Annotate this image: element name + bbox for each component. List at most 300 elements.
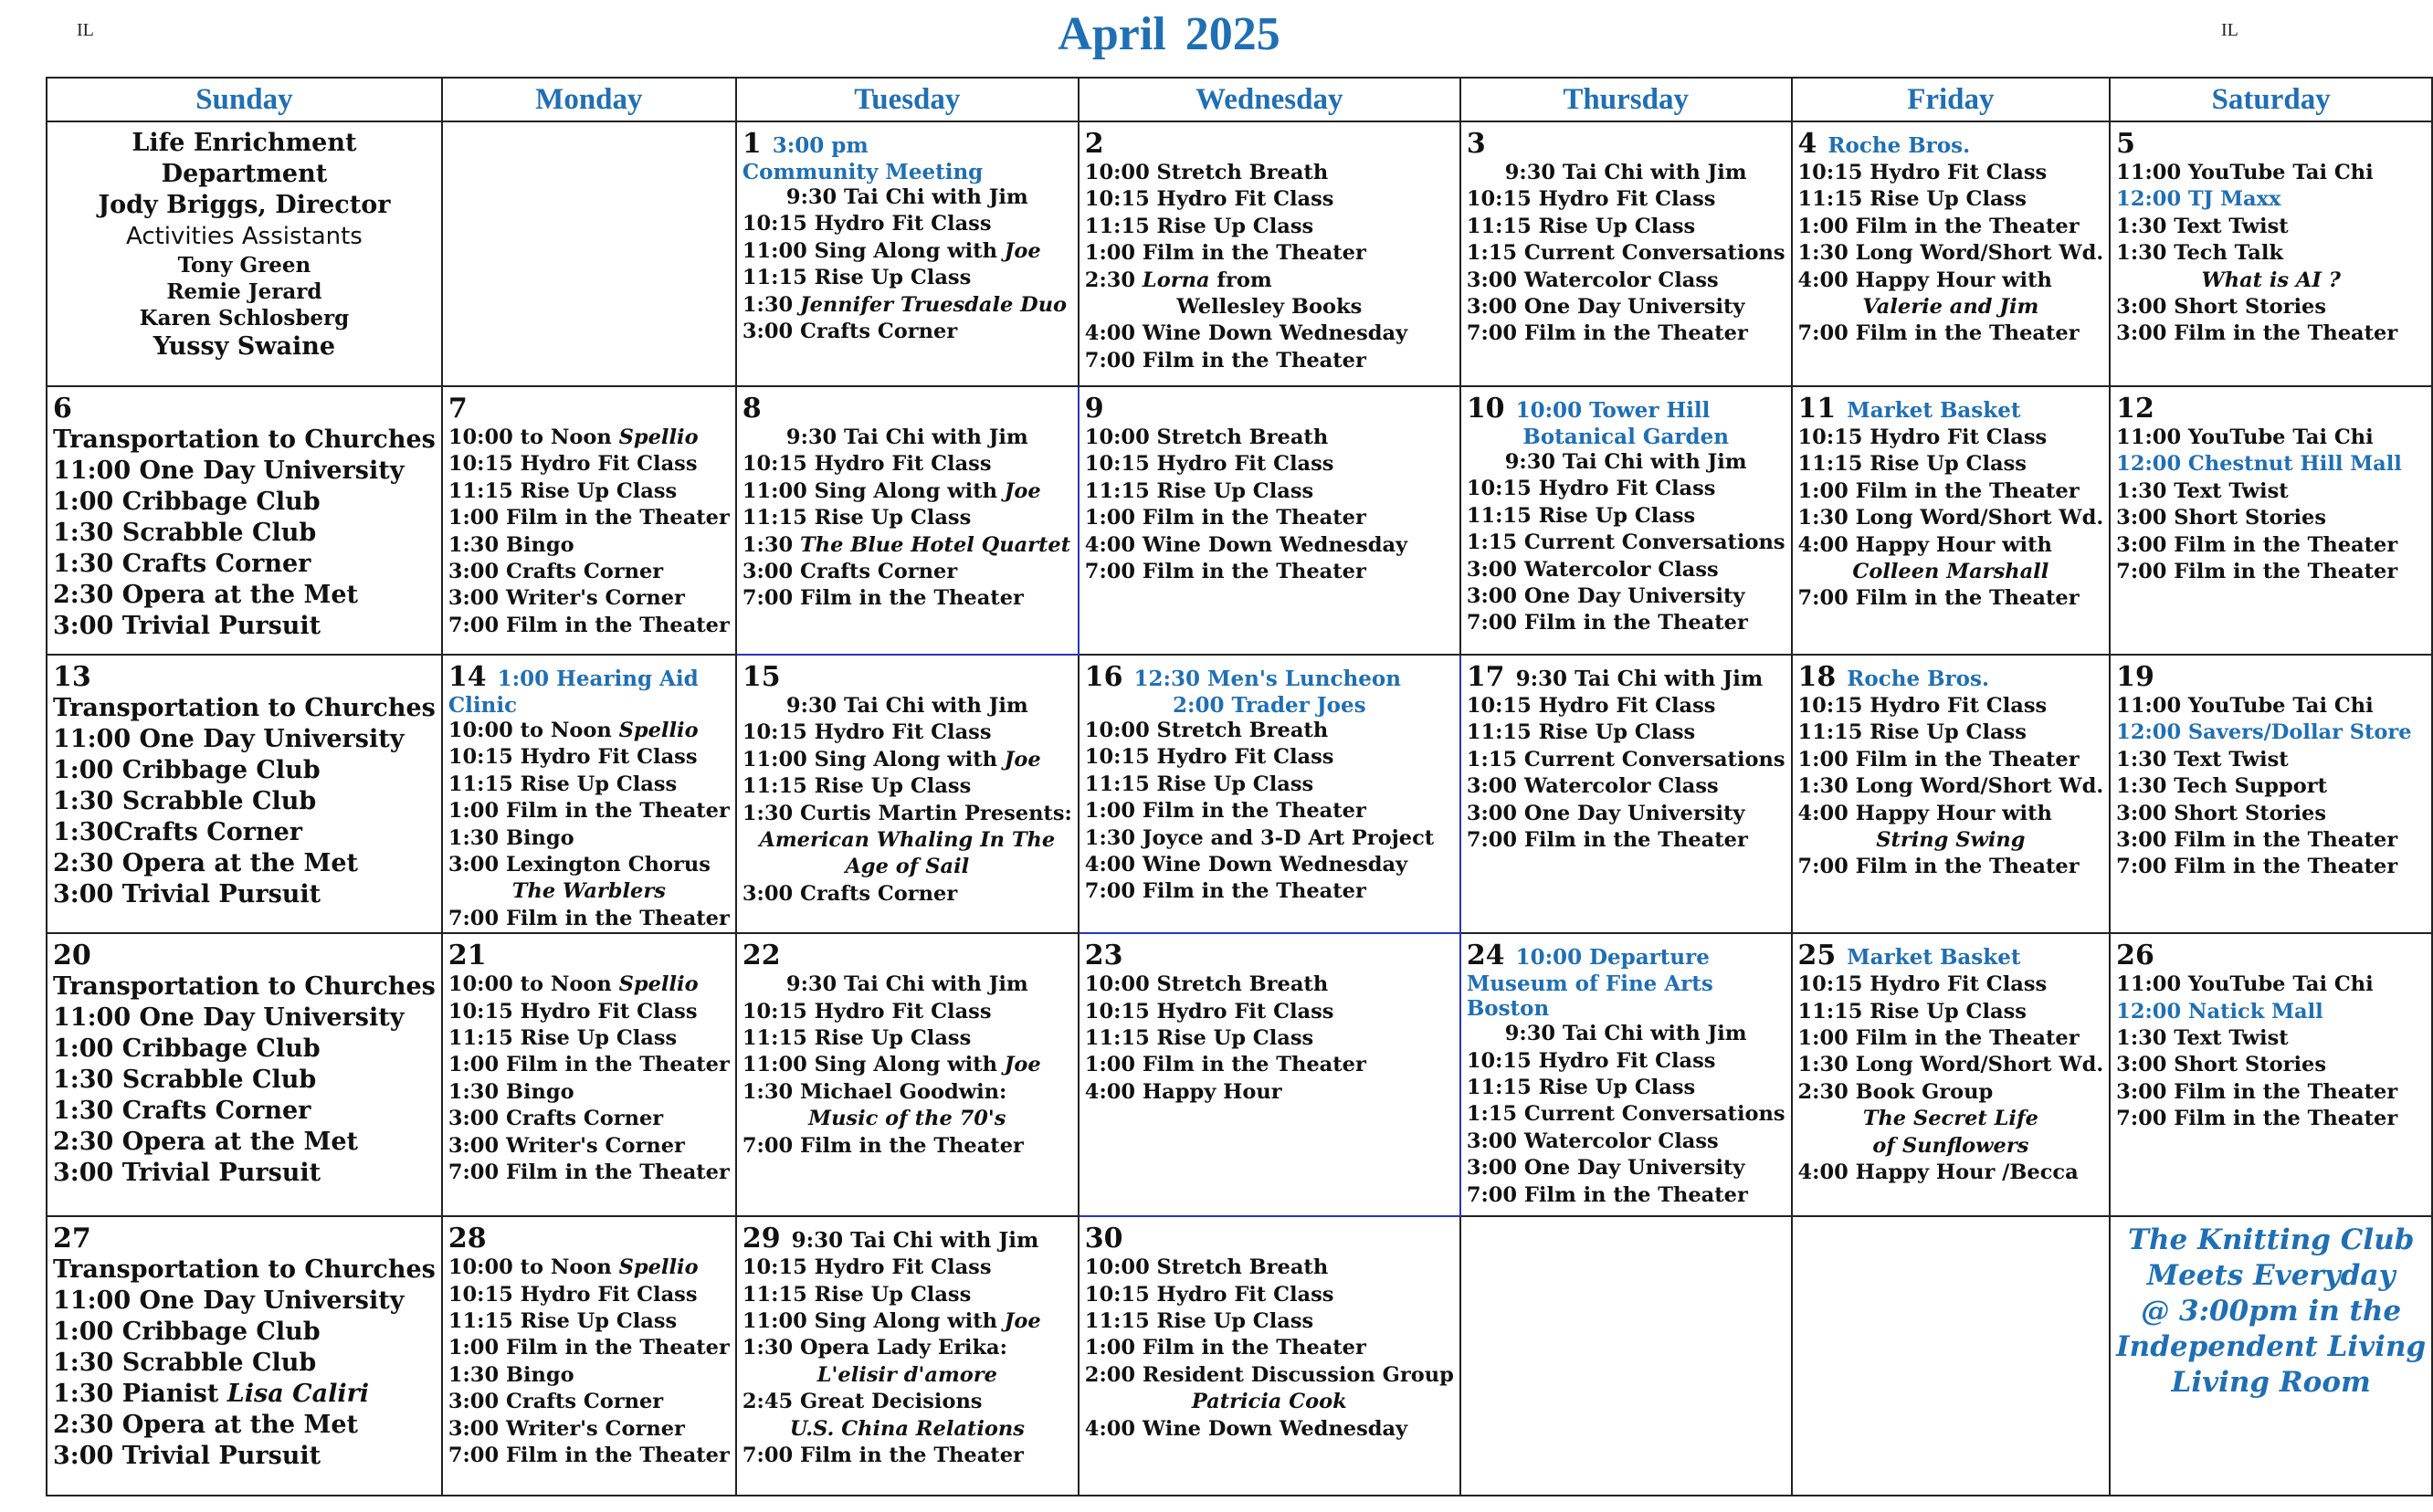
day-cell: [2110, 121, 2432, 386]
corner-label-left: IL: [77, 20, 94, 40]
event-line: 10:00 Stretch Breath: [1084, 972, 1329, 997]
event-line: 12:00 Chestnut Hill Mall: [2116, 452, 2402, 477]
day-event-highlight: Market Basket: [1847, 398, 2021, 423]
event-line: 1:30 Pianist Lisa Caliri: [53, 1380, 370, 1409]
event-line: 10:00 Stretch Breath: [1084, 1255, 1329, 1280]
event-line: 10:00 to Noon Spellio: [448, 719, 699, 742]
day-cell: [1079, 121, 1460, 386]
event-line: 1:15 Current Conversations: [1466, 530, 1785, 555]
day-header: [1085, 128, 1454, 160]
day-cell: [736, 386, 1079, 655]
event-line: 7:00 Film in the Theater: [448, 906, 730, 930]
day-cell: [442, 655, 736, 933]
day-event-highlight: 9:30 Tai Chi with Jim: [791, 1228, 1039, 1254]
day-header: [448, 661, 730, 718]
event-line: 11:15 Rise Up Class: [1797, 720, 2027, 745]
event-line: 3:00 Trivial Pursuit: [53, 1442, 321, 1471]
event-line: 10:15 Hydro Fit Class: [448, 1282, 698, 1307]
event-line: Wellesley Books: [1176, 295, 1363, 320]
day-number: 14: [448, 661, 487, 693]
weekday-header: Tuesday: [736, 78, 1079, 121]
day-cell: [736, 121, 1079, 386]
event-line: 10:15 Hydro Fit Class: [1084, 745, 1334, 770]
event-line: 4:00 Happy Hour with: [1797, 532, 2052, 557]
event-line: 11:15 Rise Up Class: [1084, 1026, 1314, 1051]
event-line: 11:00 YouTube Tai Chi: [2116, 972, 2374, 997]
event-line: 7:00 Film in the Theater: [742, 1444, 1024, 1468]
event-line: 11:15 Rise Up Class: [1084, 772, 1314, 796]
event-line: 10:15 Hydro Fit Class: [742, 452, 992, 477]
week-row: [47, 1216, 2432, 1496]
note-line: @ 3:00pm in the: [2141, 1295, 2402, 1328]
event-line: 3:00 Writer's Corner: [448, 1416, 685, 1441]
calendar-title: April 2025: [1058, 8, 1280, 60]
day-number: 9: [1084, 393, 1104, 425]
event-line: 3:00 One Day University: [1466, 295, 1745, 320]
event-line: 1:30 Michael Goodwin:: [742, 1079, 1007, 1104]
event-line: 1:00 Film in the Theater: [1797, 214, 2080, 238]
event-line: String Swing: [1876, 828, 2026, 853]
empty-day-cell: [1792, 1216, 2111, 1496]
event-line: 11:15 Rise Up Class: [1797, 452, 2027, 477]
day-cell: [47, 1216, 442, 1496]
corner-label-right: IL: [2221, 20, 2238, 40]
day-event-highlight: 9:30 Tai Chi with Jim: [1515, 667, 1764, 691]
event-line: 1:30 Scrabble Club: [53, 519, 317, 547]
note-line: Independent Living: [2116, 1330, 2427, 1364]
event-line: 1:15 Current Conversations: [1466, 1102, 1785, 1127]
event-line: 4:00 Happy Hour with: [1797, 801, 2052, 825]
event-line: 10:15 Hydro Fit Class: [1084, 999, 1334, 1024]
event-line: 2:30 Opera at the Met: [53, 1128, 359, 1157]
day-header: [1085, 661, 1454, 718]
event-line: 11:15 Rise Up Class: [1084, 1309, 1314, 1334]
day-cell: [1792, 933, 2111, 1216]
event-line: 7:00 Film in the Theater: [1466, 611, 1748, 635]
event-line: 3:00 Film in the Theater: [2116, 1079, 2398, 1104]
day-number: 13: [53, 661, 91, 693]
event-line: 11:00 YouTube Tai Chi: [2116, 425, 2374, 449]
day-header: [743, 128, 1072, 184]
day-number: 20: [53, 940, 91, 972]
event-line: 1:30 Jennifer Truesdale Duo: [742, 292, 1068, 317]
event-line: 11:15 Rise Up Class: [1797, 187, 2027, 212]
event-line: 3:00 Watercolor Class: [1466, 774, 1719, 799]
day-cell: [736, 933, 1079, 1216]
event-line: 2:30 Opera at the Met: [53, 581, 359, 609]
day-header: [53, 393, 436, 425]
event-line: 10:00 Stretch Breath: [1084, 425, 1329, 449]
day-number: 23: [1084, 940, 1123, 972]
day-event-highlight: Museum of Fine Arts Boston: [1466, 971, 1713, 1022]
event-line: 1:30 Bingo: [448, 825, 574, 850]
day-number: 27: [53, 1223, 91, 1255]
event-line: 3:00 Short Stories: [2116, 801, 2327, 825]
event-line: 1:00 Film in the Theater: [448, 506, 730, 530]
event-line: 4:00 Wine Down Wednesday: [1084, 1416, 1408, 1441]
event-line: 1:00 Film in the Theater: [448, 1336, 730, 1360]
event-line: 10:15 Hydro Fit Class: [448, 745, 698, 770]
event-line: 1:00 Cribbage Club: [53, 1318, 321, 1347]
event-line: 7:00 Film in the Theater: [1084, 879, 1366, 904]
week-row: [47, 386, 2432, 655]
event-line: 7:00 Film in the Theater: [448, 1444, 730, 1468]
event-line: 1:30 Curtis Martin Presents:: [742, 801, 1072, 825]
day-header: [1085, 393, 1454, 425]
event-line: 10:15 Hydro Fit Class: [1084, 1282, 1334, 1307]
event-line: 1:00 Film in the Theater: [448, 799, 730, 824]
weekday-header-row: [47, 78, 2432, 121]
event-line: 10:00 Stretch Breath: [1084, 161, 1329, 184]
event-line: 1:15 Current Conversations: [1466, 747, 1785, 772]
day-header: [2116, 128, 2426, 160]
day-cell: [442, 386, 736, 655]
event-line: 10:15 Hydro Fit Class: [448, 999, 698, 1024]
day-number: 28: [448, 1223, 487, 1255]
note-line: The Knitting Club: [2127, 1223, 2415, 1257]
day-cell: [1792, 386, 2111, 655]
event-line: 11:15 Rise Up Class: [1797, 999, 2027, 1024]
day-header: [53, 940, 436, 971]
event-line: 3:00 Film in the Theater: [2116, 532, 2398, 557]
event-line: 1:30 Opera Lady Erika:: [742, 1336, 1007, 1360]
day-cell: [2110, 655, 2432, 933]
event-line: 1:00 Film in the Theater: [1084, 506, 1366, 530]
day-cell: [1079, 933, 1460, 1216]
info-line: Yussy Swaine: [153, 332, 336, 361]
day-cell: [442, 1216, 736, 1496]
event-line: 3:00 Lexington Chorus: [448, 853, 711, 877]
day-number: 5: [2116, 128, 2136, 160]
event-line: 9:30 Tai Chi with Jim: [1504, 450, 1747, 474]
day-number: 21: [448, 940, 487, 972]
event-line: 10:15 Hydro Fit Class: [1084, 187, 1334, 212]
event-line: 11:15 Rise Up Class: [742, 774, 972, 799]
day-header: [1798, 128, 2104, 160]
event-line: 11:00 YouTube Tai Chi: [2116, 161, 2374, 184]
day-event-highlight: 10:00 Tower Hill: [1515, 398, 1711, 423]
event-line: 7:00 Film in the Theater: [1084, 348, 1366, 373]
event-line: of Sunflowers: [1872, 1133, 2029, 1158]
event-line: 1:30 Bingo: [448, 1079, 574, 1104]
day-header: [1085, 1223, 1454, 1255]
event-line: 11:15 Rise Up Class: [1084, 214, 1314, 238]
event-line: Colleen Marshall: [1852, 560, 2049, 584]
event-line: 3:00 Crafts Corner: [742, 881, 958, 906]
event-line: 10:15 Hydro Fit Class: [742, 720, 992, 745]
event-line: 9:30 Tai Chi with Jim: [785, 972, 1028, 997]
event-line: 7:00 Film in the Theater: [1466, 828, 1748, 853]
event-line: 10:15 Hydro Fit Class: [1466, 1048, 1716, 1073]
day-number: 2: [1084, 128, 1104, 160]
event-line: 2:30 Book Group: [1797, 1079, 1994, 1104]
event-line: 3:00 Watercolor Class: [1466, 1129, 1719, 1153]
event-line: 11:15 Rise Up Class: [742, 1026, 972, 1051]
event-line: What is AI ?: [2201, 268, 2341, 292]
event-line: 7:00 Film in the Theater: [2116, 560, 2398, 584]
event-line: 11:15 Rise Up Class: [1466, 1076, 1696, 1100]
day-number: 18: [1797, 661, 1837, 693]
day-number: 15: [742, 661, 781, 693]
day-event-highlight: Botanical Garden: [1522, 425, 1729, 449]
event-line: 10:15 Hydro Fit Class: [1797, 694, 2048, 718]
day-number: 1: [742, 128, 762, 160]
info-line: Jody Briggs, Director: [98, 191, 391, 219]
event-line: 3:00 Short Stories: [2116, 1053, 2327, 1077]
event-line: 4:00 Happy Hour: [1084, 1079, 1282, 1104]
event-line: 10:00 Stretch Breath: [1084, 719, 1329, 742]
event-line: 1:00 Film in the Theater: [1797, 747, 2080, 772]
event-line: Transportation to Churches: [53, 694, 436, 722]
event-line: 1:30 Crafts Corner: [53, 1097, 311, 1126]
event-line: 11:00 YouTube Tai Chi: [2116, 694, 2374, 718]
event-line: 1:30Crafts Corner: [53, 818, 302, 846]
event-line: 2:00 Resident Discussion Group: [1084, 1362, 1454, 1387]
event-line: 1:30 Bingo: [448, 1362, 574, 1387]
day-number: 29: [742, 1223, 781, 1255]
event-line: Patricia Cook: [1191, 1390, 1347, 1414]
event-line: 11:00 One Day University: [53, 725, 405, 753]
day-cell: [47, 933, 442, 1216]
event-line: 3:00 Film in the Theater: [2116, 321, 2398, 346]
event-line: 2:30 Lorna from: [1084, 268, 1272, 292]
day-header: [743, 940, 1072, 971]
department-info-cell: [47, 121, 442, 386]
day-event-highlight: 12:30 Men's Luncheon: [1133, 667, 1401, 691]
empty-day-cell: [1460, 1216, 1792, 1496]
event-line: 7:00 Film in the Theater: [1466, 321, 1748, 346]
weekday-header: Thursday: [1460, 78, 1792, 121]
event-line: 12:00 Natick Mall: [2116, 999, 2323, 1024]
day-cell: [1792, 655, 2111, 933]
day-number: 4: [1797, 128, 1817, 160]
event-line: 3:00 Crafts Corner: [742, 560, 958, 584]
event-line: Age of Sail: [845, 855, 970, 879]
event-line: 3:00 Crafts Corner: [448, 1390, 664, 1414]
day-header: [1085, 940, 1454, 971]
event-line: 1:30 Text Twist: [2116, 1026, 2289, 1051]
day-header: [1798, 393, 2104, 425]
event-line: 10:15 Hydro Fit Class: [742, 1255, 992, 1280]
event-line: 12:00 Savers/Dollar Store: [2116, 720, 2412, 745]
day-cell: [736, 655, 1079, 933]
day-cell: [1079, 386, 1460, 655]
event-line: 3:00 One Day University: [1466, 584, 1745, 609]
event-line: 7:00 Film in the Theater: [742, 586, 1024, 611]
event-line: 11:00 Sing Along with Joe: [742, 1309, 1041, 1334]
event-line: 10:00 to Noon Spellio: [448, 425, 699, 449]
knitting-club-note: [2110, 1216, 2432, 1496]
event-line: American Whaling In The: [759, 828, 1056, 853]
event-line: 1:00 Film in the Theater: [1084, 1336, 1366, 1360]
event-line: 1:00 Film in the Theater: [1084, 241, 1366, 266]
event-line: 1:00 Film in the Theater: [1084, 1053, 1366, 1077]
event-line: L'elisir d'amore: [816, 1362, 997, 1387]
event-line: 3:00 One Day University: [1466, 1156, 1745, 1181]
event-line: Transportation to Churches: [53, 425, 436, 454]
event-line: 1:30 Text Twist: [2116, 214, 2289, 238]
event-line: 9:30 Tai Chi with Jim: [785, 425, 1028, 449]
event-line: 10:15 Hydro Fit Class: [1466, 477, 1716, 501]
event-line: 11:15 Rise Up Class: [1084, 478, 1314, 503]
event-line: 1:00 Cribbage Club: [53, 488, 321, 516]
day-number: 19: [2116, 661, 2154, 693]
event-line: 1:30 Tech Support: [2116, 774, 2327, 799]
event-line: 9:30 Tai Chi with Jim: [785, 185, 1028, 209]
event-line: 7:00 Film in the Theater: [448, 1160, 730, 1185]
day-header: [1467, 661, 1785, 693]
day-cell: [1460, 655, 1792, 933]
event-line: 7:00 Film in the Theater: [1084, 560, 1366, 584]
event-line: 3:00 Trivial Pursuit: [53, 880, 321, 908]
event-line: 10:15 Hydro Fit Class: [1797, 972, 2048, 997]
day-number: 3: [1466, 128, 1486, 160]
event-line: 1:30 Tech Talk: [2116, 241, 2283, 266]
day-event-highlight: 2:00 Trader Joes: [1172, 693, 1366, 718]
event-line: 9:30 Tai Chi with Jim: [1504, 161, 1747, 184]
event-line: 10:15 Hydro Fit Class: [1084, 452, 1334, 477]
event-line: 7:00 Film in the Theater: [2116, 855, 2398, 879]
day-event-highlight: Market Basket: [1847, 945, 2021, 971]
event-line: 1:00 Film in the Theater: [1797, 478, 2080, 503]
day-number: 8: [742, 393, 762, 425]
event-line: 11:15 Rise Up Class: [448, 478, 678, 503]
event-line: 11:15 Rise Up Class: [448, 772, 678, 796]
event-line: Valerie and Jim: [1862, 295, 2039, 320]
event-line: 1:30 Joyce and 3-D Art Project: [1084, 825, 1435, 850]
day-header: [743, 1223, 1072, 1255]
day-cell: [47, 386, 442, 655]
event-line: 1:00 Film in the Theater: [448, 1053, 730, 1077]
event-line: 1:00 Film in the Theater: [1084, 799, 1366, 824]
event-line: 3:00 Short Stories: [2116, 506, 2327, 530]
info-line: Activities Assistants: [125, 223, 363, 250]
day-header: [1798, 940, 2104, 971]
day-cell: [1079, 655, 1460, 933]
event-line: 4:00 Wine Down Wednesday: [1084, 853, 1408, 877]
event-line: 10:15 Hydro Fit Class: [1466, 187, 1716, 212]
day-cell: [1792, 121, 2111, 386]
event-line: 3:00 Writer's Corner: [448, 586, 685, 611]
note-line: Meets Everyday: [2146, 1259, 2396, 1293]
event-line: 9:30 Tai Chi with Jim: [785, 694, 1028, 718]
event-line: 4:00 Wine Down Wednesday: [1084, 532, 1408, 557]
event-line: 7:00 Film in the Theater: [742, 1133, 1024, 1158]
day-event-highlight: 3:00 pm: [772, 133, 869, 158]
event-line: 3:00 Crafts Corner: [742, 320, 958, 344]
day-cell: [1460, 933, 1792, 1216]
event-line: 11:00 Sing Along with Joe: [742, 478, 1041, 503]
event-line: 12:00 TJ Maxx: [2116, 187, 2281, 212]
event-line: 3:00 Watercolor Class: [1466, 268, 1719, 292]
day-header: [53, 661, 436, 693]
day-header: [448, 1223, 730, 1255]
note-line: Living Room: [2171, 1366, 2371, 1400]
event-line: 7:00 Film in the Theater: [448, 613, 730, 637]
event-line: 1:30 Scrabble Club: [53, 787, 317, 815]
event-line: 3:00 Crafts Corner: [448, 1107, 664, 1131]
week-row: [47, 655, 2432, 933]
day-header: [2116, 661, 2426, 693]
event-line: 1:00 Cribbage Club: [53, 1034, 321, 1064]
day-header: [1467, 393, 1785, 449]
event-line: 10:15 Hydro Fit Class: [448, 452, 698, 477]
event-line: 11:15 Rise Up Class: [1466, 503, 1696, 528]
weekday-header: Friday: [1792, 78, 2111, 121]
event-line: 11:00 Sing Along with Joe: [742, 747, 1041, 772]
day-number: 30: [1084, 1223, 1123, 1255]
event-line: 2:30 Opera at the Met: [53, 1411, 359, 1440]
weekday-header: Monday: [442, 78, 736, 121]
day-event-highlight: Roche Bros.: [1827, 133, 1971, 158]
day-cell: [2110, 386, 2432, 655]
event-line: 11:15 Rise Up Class: [742, 506, 972, 530]
info-line: Remie Jerard: [166, 279, 322, 304]
day-header: [448, 393, 730, 425]
event-line: 11:15 Rise Up Class: [1466, 720, 1696, 745]
event-line: 3:00 Trivial Pursuit: [53, 612, 321, 640]
info-line: Tony Green: [177, 253, 311, 278]
day-header: [2116, 393, 2426, 425]
event-line: 11:00 Sing Along with Joe: [742, 1053, 1041, 1077]
event-line: 1:30 The Blue Hotel Quartet: [742, 532, 1071, 557]
weekday-header: Saturday: [2110, 78, 2432, 121]
day-number: 11: [1797, 393, 1837, 425]
weekday-header: Wednesday: [1079, 78, 1460, 121]
event-line: 10:15 Hydro Fit Class: [1466, 694, 1716, 718]
event-line: 11:00 One Day University: [53, 1003, 405, 1033]
event-line: 7:00 Film in the Theater: [1797, 321, 2080, 346]
event-line: 3:00 Crafts Corner: [448, 560, 664, 584]
day-number: 12: [2116, 393, 2154, 425]
calendar-grid: [46, 77, 2433, 1496]
day-event-highlight: Community Meeting: [742, 160, 984, 184]
event-line: 1:30 Text Twist: [2116, 478, 2289, 503]
day-cell: [1460, 121, 1792, 386]
day-event-highlight: Roche Bros.: [1847, 667, 1989, 691]
day-cell: [47, 655, 442, 933]
info-line: Karen Schlosberg: [139, 306, 350, 331]
event-line: 1:30 Scrabble Club: [53, 1349, 317, 1378]
event-line: 4:00 Wine Down Wednesday: [1084, 321, 1408, 346]
event-line: 3:00 Film in the Theater: [2116, 828, 2398, 853]
event-line: U.S. China Relations: [789, 1416, 1025, 1441]
event-line: 7:00 Film in the Theater: [1466, 1182, 1748, 1207]
day-number: 26: [2116, 940, 2154, 972]
event-line: 1:30 Text Twist: [2116, 747, 2289, 772]
day-header: [743, 393, 1072, 425]
day-number: 24: [1466, 940, 1505, 972]
event-line: 1:30 Long Word/Short Wd.: [1797, 506, 2104, 530]
event-line: Music of the 70's: [808, 1107, 1006, 1131]
info-line: Department: [161, 160, 328, 188]
event-line: 11:00 Sing Along with Joe: [742, 238, 1041, 263]
day-cell: [442, 933, 736, 1216]
event-line: 1:30 Crafts Corner: [53, 550, 311, 578]
event-line: 2:30 Opera at the Met: [53, 849, 359, 877]
event-line: 3:00 Short Stories: [2116, 295, 2327, 320]
week-row: [47, 933, 2432, 1216]
event-line: 3:00 Trivial Pursuit: [53, 1159, 321, 1188]
day-cell: [1079, 1216, 1460, 1496]
event-line: 1:30 Bingo: [448, 532, 574, 557]
event-line: 7:00 Film in the Theater: [1797, 586, 2080, 611]
event-line: 11:15 Rise Up Class: [1466, 214, 1696, 238]
event-line: 11:00 One Day University: [53, 457, 405, 485]
day-header: [1798, 661, 2104, 693]
week-row: [47, 121, 2432, 386]
event-line: 11:15 Rise Up Class: [448, 1309, 678, 1334]
